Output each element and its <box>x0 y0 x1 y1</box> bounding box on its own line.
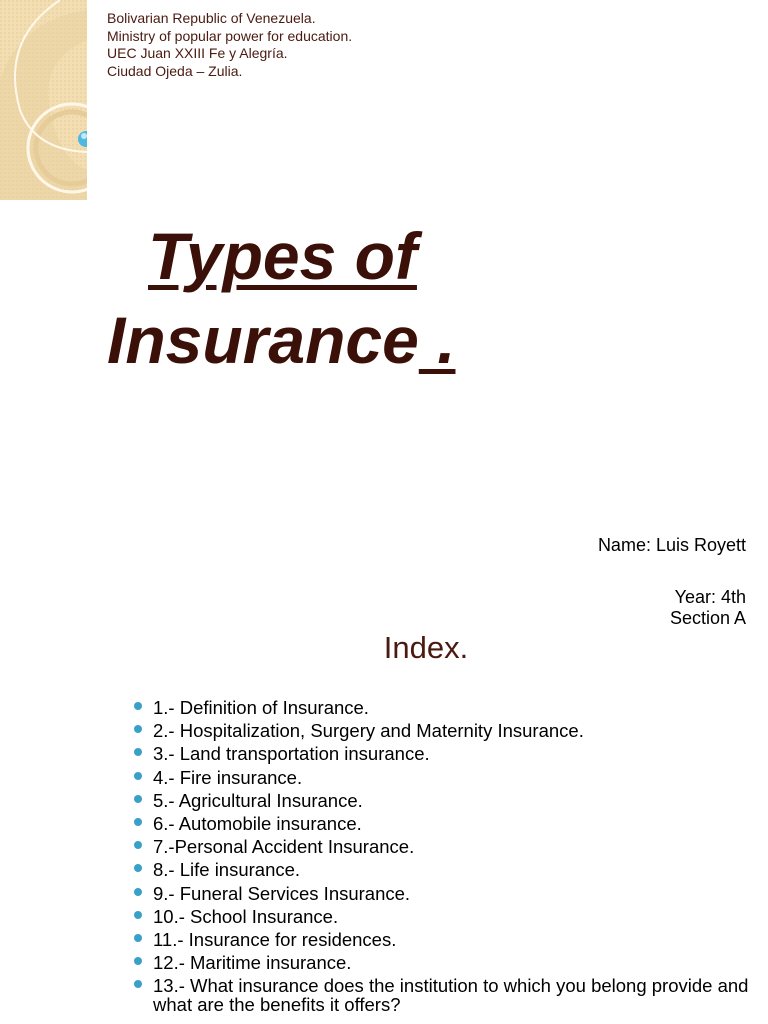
title-line-1: Types of <box>148 219 417 293</box>
index-item: 12.- Maritime insurance. <box>133 953 753 976</box>
index-item: 5.- Agricultural Insurance. <box>133 791 753 814</box>
student-section: Section A <box>669 608 746 628</box>
index-list <box>133 698 753 1014</box>
title-word-insurance: Insurance <box>107 303 419 377</box>
index-item: 11.- Insurance for residences. <box>133 930 753 953</box>
header-country: Bolivarian Republic of Venezuela. <box>107 10 316 26</box>
header-school: UEC Juan XXIII Fe y Alegría. <box>107 45 288 61</box>
student-year: Year: 4th <box>674 587 746 607</box>
header-ministry: Ministry of popular power for education. <box>107 27 353 44</box>
index-item: 10.- School Insurance. <box>133 907 753 930</box>
index-item: 13.- What insurance does the institution to which you belong provide and what are the benefits it offers? <box>133 976 753 1014</box>
index-item: 6.- Automobile insurance. <box>133 814 753 837</box>
index-item: 4.- Fire insurance. <box>133 768 753 791</box>
header-city: Ciudad Ojeda – Zulia. <box>107 62 243 79</box>
title-line-2 <box>107 302 455 378</box>
student-name: Name: Luis Royett <box>597 535 746 555</box>
document-title <box>0 0 768 400</box>
index-heading: Index. <box>383 630 469 665</box>
index-item: 2.- Hospitalization, Surgery and Maternity Insurance. <box>133 721 753 744</box>
student-details <box>670 587 746 629</box>
index-item: 9.- Funeral Services Insurance. <box>133 884 753 907</box>
index-item: 1.- Definition of Insurance. <box>133 698 753 721</box>
index-item: 3.- Land transportation insurance. <box>133 744 753 767</box>
title-period: . <box>418 303 456 377</box>
index-item: 8.- Life insurance. <box>133 860 753 883</box>
index-item: 7.-Personal Accident Insurance. <box>133 837 753 860</box>
